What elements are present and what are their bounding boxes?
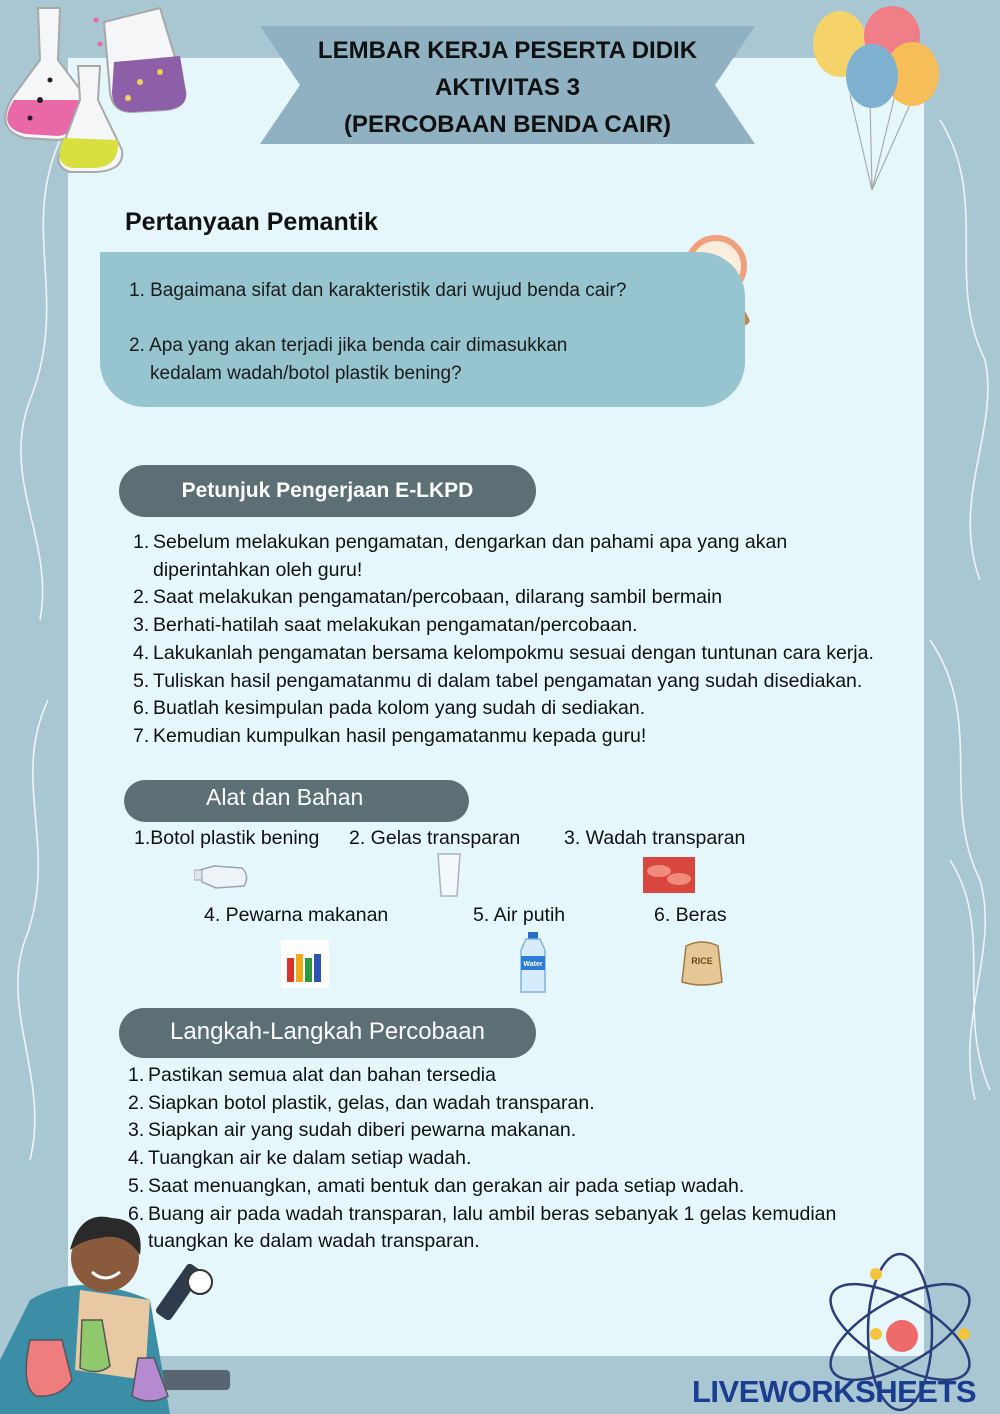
plastic-bottle-icon [194,856,254,896]
list-item: 2. Siapkan botol plastik, gelas, dan wadah transparan. [128,1091,595,1114]
list-item: 5. Saat menuangkan, amati bentuk dan gerakan air pada setiap wadah. [128,1174,745,1197]
title-line-2: AKTIVITAS 3 [435,74,580,101]
glass-icon [436,852,462,898]
food-coloring-icon [281,940,329,988]
question-1: 1. Bagaimana sifat dan karakteristik dari wujud benda cair? [129,280,627,301]
liveworksheets-watermark: LIVEWORKSHEETS [692,1374,977,1409]
balloons-decoration [813,6,939,190]
alat-item-3: 3. Wadah transparan [564,827,746,849]
alat-item-2: 2. Gelas transparan [349,827,521,849]
question-2-line-1: 2. Apa yang akan terjadi jika benda cair dimasukkan [129,335,568,356]
langkah-heading: Langkah-Langkah Percobaan [119,1008,536,1058]
list-item: 4. Lakukanlah pengamatan bersama kelompokmu sesuai dengan tuntunan cara kerja. [133,641,874,664]
list-item: 4. Tuangkan air ke dalam setiap wadah. [128,1147,472,1170]
question-2-line-2: kedalam wadah/botol plastik bening? [150,363,462,384]
rice-sack-icon [680,938,724,988]
list-item: 6. Buatlah kesimpulan pada kolom yang sudah di sediakan. [133,697,646,720]
title-line-1: LEMBAR KERJA PESERTA DIDIK [317,37,698,64]
list-item: 6. Buang air pada wadah transparan, lalu ambil beras sebanyak 1 gelas kemudian [128,1202,837,1225]
alat-item-1: 1.Botol plastik bening [134,827,320,849]
worksheet-title [260,32,755,143]
water-bottle-label: Water [523,961,543,968]
list-item: 1. Sebelum melakukan pengamatan, dengarkan dan pahami apa yang akan [133,531,788,553]
list-item: 5. Tuliskan hasil pengamatanmu di dalam tabel pengamatan yang sudah disediakan. [133,669,863,692]
alat-item-5: 5. Air putih [473,904,566,926]
title-line-3: (PERCOBAAN BENDA CAIR) [343,111,672,138]
petunjuk-heading: Petunjuk Pengerjaan E-LKPD [119,465,536,517]
langkah-list [128,1062,928,1256]
petunjuk-list [133,529,933,751]
alat-item-4: 4. Pewarna makanan [204,904,389,926]
list-item: 7. Kemudian kumpulkan hasil pengamatanmu kepada guru! [133,724,647,747]
list-item: 3. Siapkan air yang sudah diberi pewarna makanan. [128,1119,577,1142]
pemantik-heading: Pertanyaan Pemantik [125,208,378,236]
list-item: 2. Saat melakukan pengamatan/percobaan, dilarang sambil bermain [133,586,723,609]
water-bottle-icon [518,932,548,994]
container-icon [643,857,695,893]
alat-item-6: 6. Beras [654,904,727,926]
list-item: 3. Berhati-hatilah saat melakukan pengamatan/percobaan. [133,614,638,637]
list-item-continuation: diperintahkan oleh guru! [153,558,363,581]
alat-heading: Alat dan Bahan [124,780,469,822]
list-item-continuation: tuangkan ke dalam wadah transparan. [148,1230,480,1253]
rice-sack-label: RICE [691,956,713,966]
flask-decoration [5,8,186,172]
question-box [100,252,745,407]
list-item: 1. Pastikan semua alat dan bahan tersedia [128,1064,496,1086]
